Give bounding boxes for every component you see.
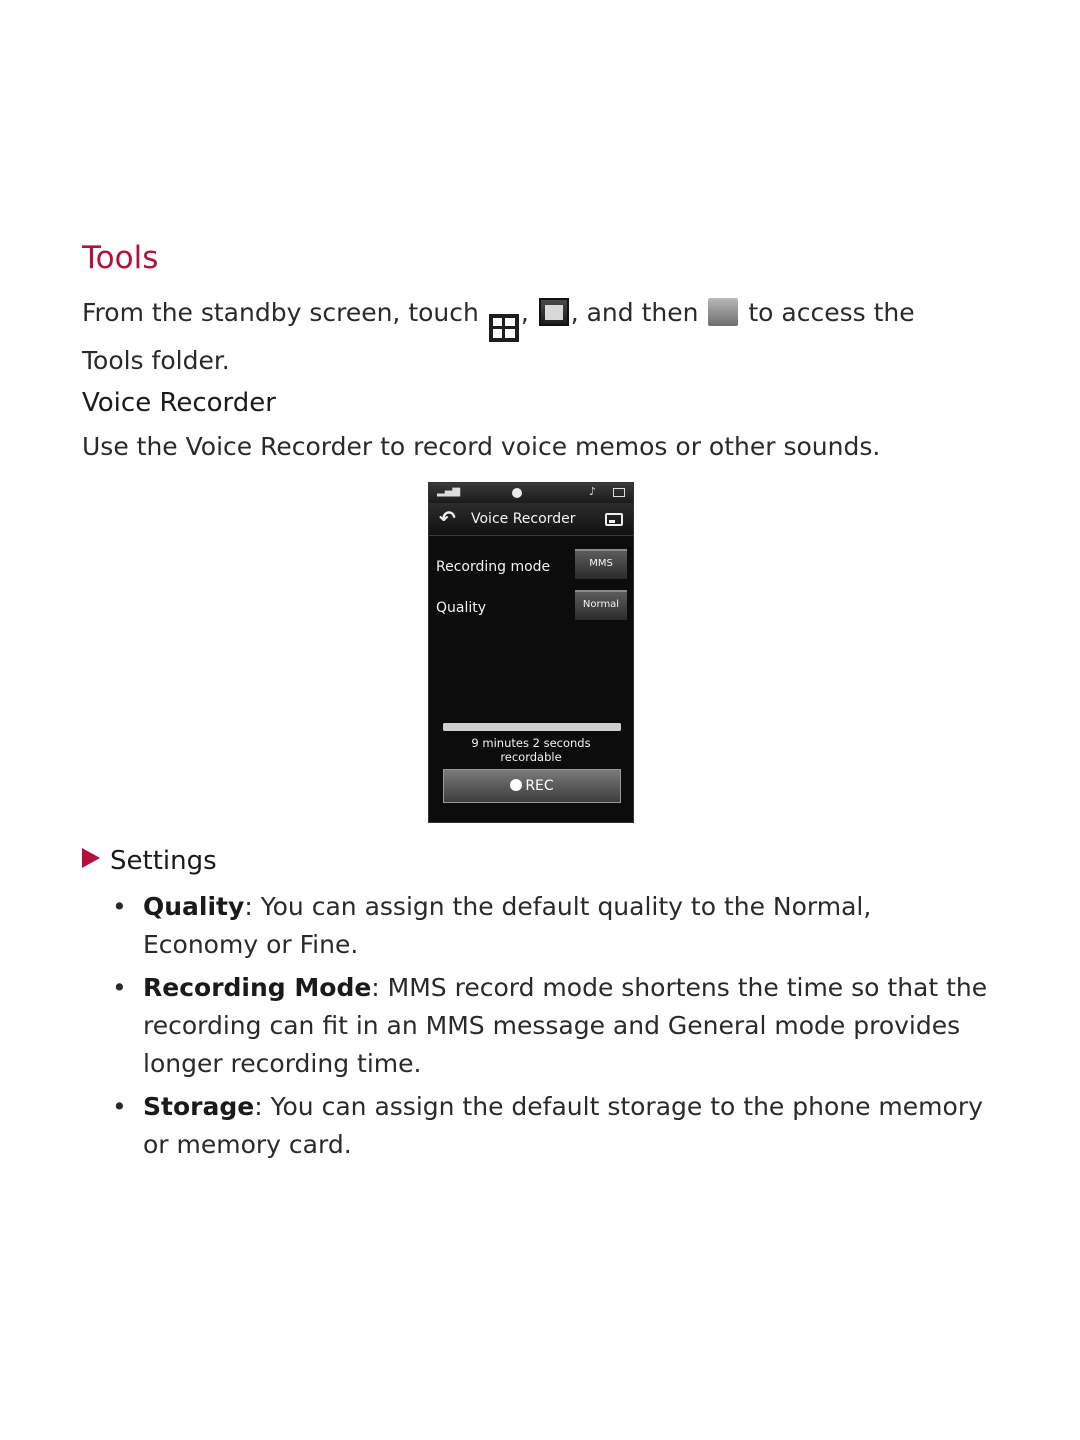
music-note-icon: ♪ bbox=[589, 485, 597, 498]
list-item bbox=[112, 969, 992, 1083]
bullet-icon: • bbox=[112, 892, 127, 921]
quality-button[interactable]: Normal bbox=[575, 590, 627, 620]
battery-icon bbox=[613, 488, 625, 497]
settings-title: Settings bbox=[110, 846, 217, 876]
intro-paragraph bbox=[82, 294, 982, 379]
section-title: Tools bbox=[82, 240, 159, 276]
settings-heading bbox=[82, 846, 217, 876]
rec-label: REC bbox=[525, 778, 554, 794]
recordable-time bbox=[429, 736, 633, 764]
progress-fill bbox=[443, 723, 621, 731]
list-item bbox=[112, 888, 992, 964]
folder-icon[interactable] bbox=[605, 513, 623, 526]
intro-text: , bbox=[520, 298, 537, 327]
setting-term: Quality bbox=[143, 892, 245, 921]
intro-text: to access the Tools folder. bbox=[82, 298, 915, 375]
bullet-icon: • bbox=[112, 1092, 127, 1121]
list-item bbox=[112, 1088, 992, 1164]
apps-grid-icon bbox=[489, 314, 519, 342]
record-dot-icon bbox=[510, 779, 522, 791]
arrow-right-icon bbox=[82, 848, 100, 868]
bullet-icon: • bbox=[112, 973, 127, 1002]
setting-text: : You can assign the default storage to the phone memory or memory card. bbox=[143, 1092, 983, 1159]
setting-term: Storage bbox=[143, 1092, 255, 1121]
voice-recorder-description: Use the Voice Recorder to record voice memos or other sounds. bbox=[82, 432, 881, 461]
storage-progress-bar bbox=[443, 723, 621, 731]
recordable-time-line: recordable bbox=[500, 750, 562, 764]
settings-list bbox=[112, 888, 992, 1169]
intro-text: , and then bbox=[570, 298, 707, 327]
recordable-time-line: 9 minutes 2 seconds bbox=[471, 736, 591, 750]
intro-text: From the standby screen, touch bbox=[82, 298, 487, 327]
back-icon[interactable]: ↶ bbox=[439, 506, 456, 530]
voice-recorder-heading: Voice Recorder bbox=[82, 388, 276, 418]
phone-screenshot bbox=[428, 482, 634, 823]
recording-mode-label: Recording mode bbox=[436, 559, 551, 575]
signal-icon: ▂▄▆ bbox=[437, 486, 461, 497]
tools-icon bbox=[708, 298, 738, 326]
recording-mode-button[interactable]: MMS bbox=[575, 549, 627, 579]
rec-button[interactable] bbox=[443, 769, 621, 803]
title-bar bbox=[429, 503, 633, 536]
status-bar bbox=[429, 483, 633, 503]
screen-title: Voice Recorder bbox=[471, 511, 576, 527]
status-dot-icon bbox=[512, 488, 522, 498]
setting-text: : You can assign the default quality to the Normal, Economy or Fine. bbox=[143, 892, 872, 959]
setting-term: Recording Mode bbox=[143, 973, 372, 1002]
setting-text: : MMS record mode shortens the time so that the recording can fit in an MMS message and General mode provides longer recording time. bbox=[143, 973, 988, 1078]
folder-icon bbox=[539, 298, 569, 326]
quality-label: Quality bbox=[436, 600, 487, 616]
